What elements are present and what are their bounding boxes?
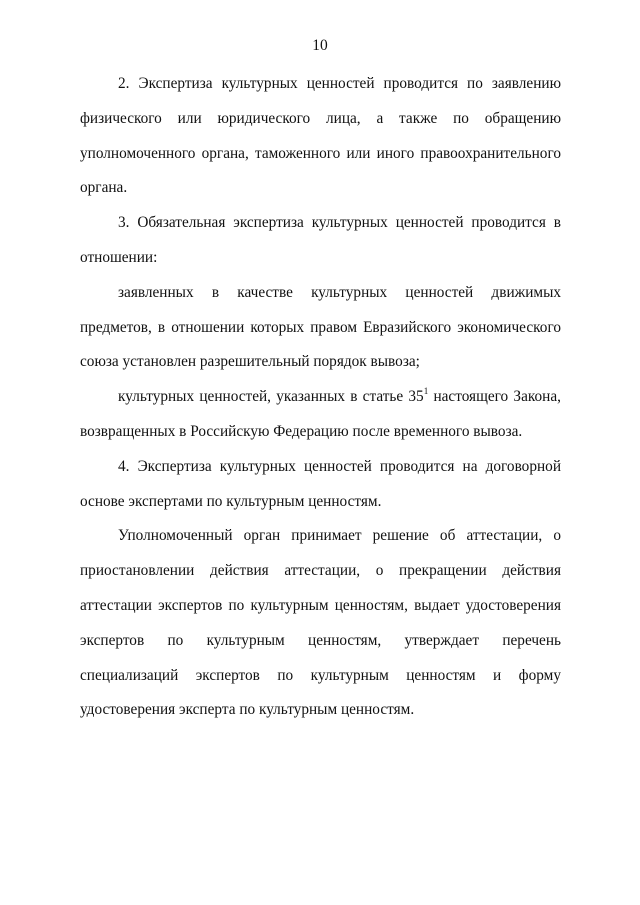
paragraph-text-before: культурных ценностей, указанных в статье 35 [118,388,424,406]
paragraph-4-contract-basis: 4. Экспертиза культурных ценностей проводится на договорной основе экспертами по культурным ценностям. [80,457,561,510]
paragraph-declared-movable-items: заявленных в качестве культурных ценностей движимых предметов, в отношении которых правом Евразийского экономического союза установлен разрешительный порядок вывоза; [80,283,561,371]
article-superscript: 1 [423,386,429,397]
paragraph-2-expertise-application: 2. Экспертиза культурных ценностей проводится по заявлению физического или юридического лица, а также по обращению уполномоченного органа, таможенного или иного правоохранительного органа. [80,75,561,197]
page-number: 10 [312,37,328,54]
document-body [80,67,561,728]
paragraph-authorized-body-decisions: Уполномоченный орган принимает решение об аттестации, о приостановлении действия аттестации, о прекращении действия аттестации экспертов по культурным ценностям, выдает удостоверения экспертов по культурным ценностям, утверждает перечень специализаций экспертов по культурным ценностям и форму удостоверения эксперта по культурным ценностям. [80,527,561,719]
paragraph-3-mandatory-expertise: 3. Обязательная экспертиза культурных ценностей проводится в отношении: [80,214,561,266]
paragraph-returned-cultural-values [80,380,561,450]
paragraph-text-after: настоящего Закона, возвращенных в Российскую Федерацию после временного вывоза. [80,388,561,440]
